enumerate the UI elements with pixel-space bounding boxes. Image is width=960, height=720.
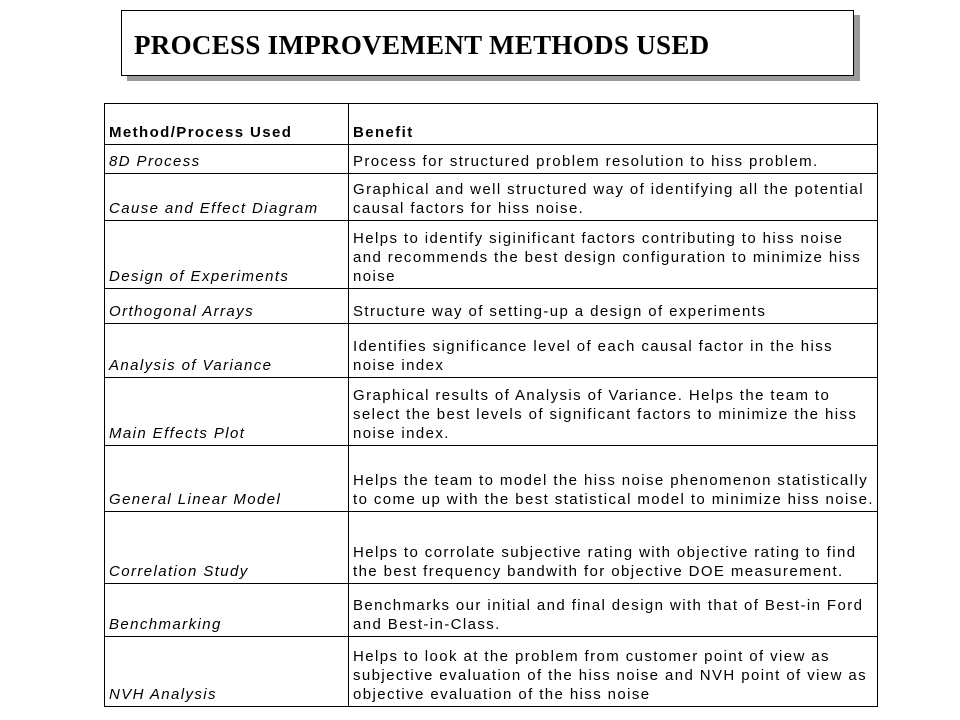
benefit-cell: Identifies significance level of each causal factor in the hiss noise index <box>349 324 878 378</box>
method-cell: NVH Analysis <box>105 637 349 707</box>
table-row <box>105 289 878 324</box>
method-cell: Design of Experiments <box>105 221 349 289</box>
table-row <box>105 446 878 512</box>
benefit-cell: Helps to identify siginificant factors contributing to hiss noise and recommends the best design configuration to minimize hiss noise <box>349 221 878 289</box>
method-cell: Benchmarking <box>105 584 349 637</box>
table-row <box>105 145 878 174</box>
title-box <box>121 10 854 76</box>
method-cell: Correlation Study <box>105 512 349 584</box>
benefit-cell: Process for structured problem resolution to hiss problem. <box>349 145 878 174</box>
table-row <box>105 221 878 289</box>
table-row <box>105 174 878 221</box>
benefit-cell: Structure way of setting-up a design of experiments <box>349 289 878 324</box>
method-cell: 8D Process <box>105 145 349 174</box>
methods-table <box>104 103 878 707</box>
page-title: PROCESS IMPROVEMENT METHODS USED <box>134 30 710 60</box>
method-cell: Main Effects Plot <box>105 378 349 446</box>
method-cell: Orthogonal Arrays <box>105 289 349 324</box>
benefit-cell: Helps to look at the problem from customer point of view as subjective evaluation of the hiss noise and NVH point of view as objective evaluation of the hiss noise <box>349 637 878 707</box>
table-row <box>105 512 878 584</box>
benefit-cell: Graphical results of Analysis of Variance. Helps the team to select the best levels of significant factors to minimize the hiss noise index. <box>349 378 878 446</box>
header-method: Method/Process Used <box>105 104 349 145</box>
method-cell: General Linear Model <box>105 446 349 512</box>
table-row <box>105 378 878 446</box>
benefit-cell: Helps the team to model the hiss noise phenomenon statistically to come up with the best statistical model to minimize hiss noise. <box>349 446 878 512</box>
method-cell: Analysis of Variance <box>105 324 349 378</box>
table-header-row <box>105 104 878 145</box>
table-row <box>105 324 878 378</box>
method-cell: Cause and Effect Diagram <box>105 174 349 221</box>
table-row <box>105 637 878 707</box>
table-row <box>105 584 878 637</box>
benefit-cell: Helps to corrolate subjective rating with objective rating to find the best frequency bandwith for objective DOE measurement. <box>349 512 878 584</box>
header-benefit: Benefit <box>349 104 878 145</box>
benefit-cell: Benchmarks our initial and final design with that of Best-in Ford and Best-in-Class. <box>349 584 878 637</box>
benefit-cell: Graphical and well structured way of identifying all the potential causal factors for hiss noise. <box>349 174 878 221</box>
